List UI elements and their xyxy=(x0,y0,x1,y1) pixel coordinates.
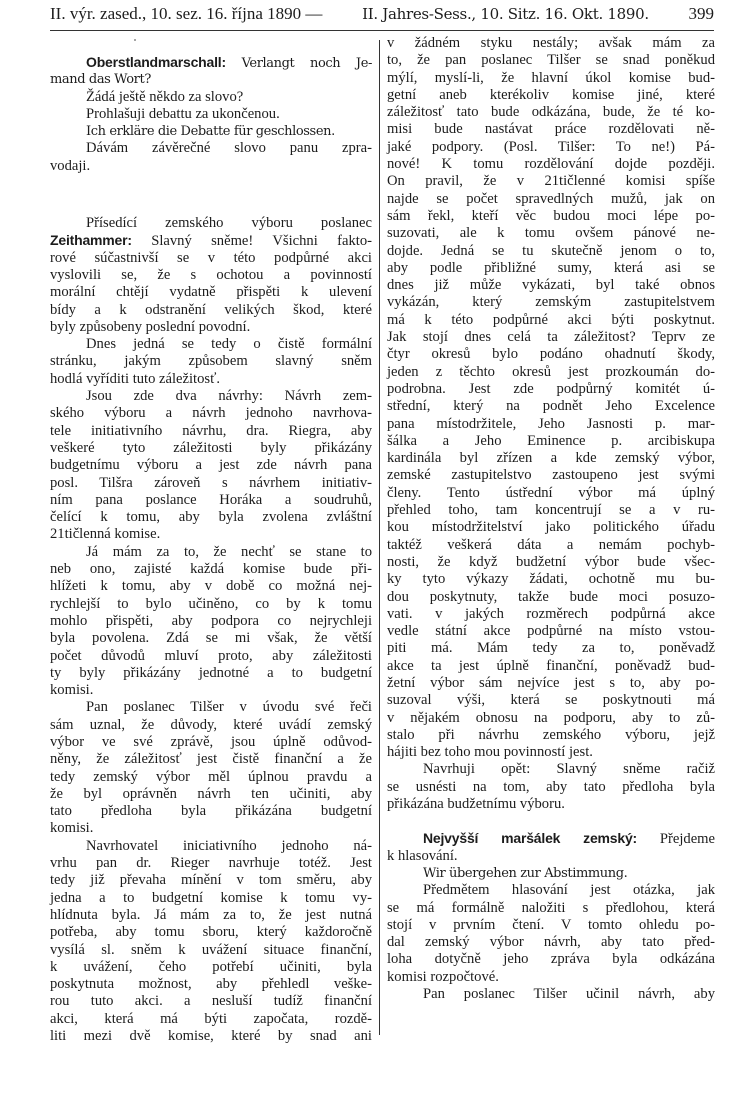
line-text: potřeba, aby tomu sboru, který každoročně xyxy=(50,924,372,941)
text-line xyxy=(50,106,372,123)
text-line xyxy=(387,208,715,225)
running-header xyxy=(50,4,714,28)
line-text: stránku, jakým způsobem slavný sněm xyxy=(50,353,372,370)
line-text: čelící k tomu, aby byla zvolena zvláštní xyxy=(50,509,372,526)
text-line xyxy=(387,658,715,675)
line-text: se usnésti na tom, aby tato předloha byla xyxy=(387,778,715,795)
text-line xyxy=(50,158,372,175)
line-text: komisi. xyxy=(50,820,94,837)
line-text: getní aneb kterékoliv komise jiné, které xyxy=(387,86,715,103)
line-text: počet důvodů mluví proto, aby záležitosti xyxy=(50,647,372,664)
line-text: že byl oprávněn návrh ten učiniti, aby xyxy=(50,785,372,802)
line-text: kardinála byl zřízen a kde zemský výbor, xyxy=(387,450,715,467)
text-line xyxy=(387,830,715,847)
text-line xyxy=(387,70,715,87)
line-text: aby podle přibližné sumy, která asi se xyxy=(387,259,715,276)
line-text: rové súčastnivší se v této podpůrné akci xyxy=(50,249,372,266)
line-text: ského výboru a návrh jednoho navrhova- xyxy=(50,405,372,422)
text-line xyxy=(50,872,372,889)
line-text: má k této podpůrné akci býti poskytnut. xyxy=(387,311,715,328)
text-line xyxy=(50,492,372,509)
line-text: Dávám závěrečné slovo panu zpra- xyxy=(86,140,372,157)
text-line xyxy=(50,1011,372,1028)
paragraph xyxy=(50,838,372,1046)
line-text: kou místodržitelství jako politického úřadu xyxy=(387,519,715,536)
text-line xyxy=(387,485,715,502)
line-text: Pan poslanec Tilšer učinil návrh, aby xyxy=(423,986,715,1003)
text-line xyxy=(50,457,372,474)
text-line xyxy=(50,734,372,751)
line-text: podrobna. Jest zde podpůrný komitét ú- xyxy=(387,380,715,397)
text-line xyxy=(50,544,372,561)
text-line xyxy=(50,336,372,353)
text-line xyxy=(50,302,372,319)
speaker-name: Oberstlandmarschall: xyxy=(86,54,226,70)
text-line xyxy=(387,934,715,951)
line-text: se má formálně naložiti s předlohou, která xyxy=(387,899,715,916)
text-line xyxy=(387,986,715,1003)
line-text: členy. Tento ústřední výbor má úplný xyxy=(387,484,715,501)
text-line xyxy=(387,173,715,190)
line-text: Verlangt noch Je- xyxy=(225,56,372,71)
text-line xyxy=(387,969,715,986)
text-line xyxy=(387,554,715,571)
text-line xyxy=(50,890,372,907)
line-text: žetní výbor sám nejvíce jest s to, aby po- xyxy=(387,674,715,691)
text-line xyxy=(387,502,715,519)
text-line xyxy=(50,475,372,492)
text-line xyxy=(50,717,372,734)
line-text: Ich erkläre die Debatte für geschlossen. xyxy=(86,124,335,140)
text-line xyxy=(50,284,372,301)
text-line xyxy=(387,225,715,242)
paragraph-continued xyxy=(387,35,715,761)
line-text: liti mezi dvě komise, které by snad ani xyxy=(50,1028,372,1045)
text-line xyxy=(50,561,372,578)
text-line xyxy=(387,951,715,968)
text-line xyxy=(50,976,372,993)
line-text: Prohlašuji debattu za ukončenou. xyxy=(86,105,280,122)
line-text: tele initiativního návrhu, dra. Riegra, aby xyxy=(50,422,372,439)
speaker-name: Zeithammer: xyxy=(50,232,132,249)
line-text: v žádném styku nestály; avšak mám za xyxy=(387,35,715,51)
text-line xyxy=(50,353,372,370)
line-text: hlížeti k tomu, aby v době co možná nej- xyxy=(50,578,372,595)
line-text: nové! K tomu rozdělování dojde později. xyxy=(387,156,715,173)
text-line xyxy=(387,519,715,536)
text-line xyxy=(387,294,715,311)
text-line xyxy=(387,104,715,121)
text-line xyxy=(50,140,372,157)
text-line xyxy=(50,405,372,422)
line-text: misi bude nastávat práce rozdělovati ně- xyxy=(387,121,715,138)
paragraph xyxy=(50,106,372,123)
paragraph xyxy=(50,544,372,700)
text-line xyxy=(387,52,715,69)
line-text: veškeré tyto záležitosti byly přikázány xyxy=(50,439,372,456)
line-text: přehled toho, tam koncentrují se a v ru- xyxy=(387,502,715,519)
text-line xyxy=(387,398,715,415)
line-text: dal zemský výbor návrh, aby tato před- xyxy=(387,934,715,951)
paragraph xyxy=(50,89,372,106)
line-text: ky tyto výkazy žádati, ochotně mu bu- xyxy=(387,571,715,588)
paragraph-german xyxy=(387,865,715,882)
page-number: 399 xyxy=(688,4,714,23)
text-line xyxy=(50,907,372,924)
text-line xyxy=(50,699,372,716)
line-text: 21tičlenná komise. xyxy=(50,526,161,543)
text-line xyxy=(387,433,715,450)
line-text: On pravil, že v 21tičlenné komisi spíše xyxy=(387,173,715,190)
text-line xyxy=(50,959,372,976)
text-line xyxy=(50,509,372,526)
line-text: Wir übergehen zur Abstimmung. xyxy=(423,865,628,881)
line-text: byly způsobeny poslední povodní. xyxy=(50,318,251,335)
line-text: Předmětem hlasování jest otázka, jak xyxy=(423,882,715,899)
line-text: v nějakém obnosu na podporu, aby to zů- xyxy=(387,709,715,726)
text-line xyxy=(387,761,715,778)
line-text: vrhu pan dr. Rieger navrhuje totéž. Jest xyxy=(50,855,372,872)
text-line xyxy=(387,381,715,398)
column-divider xyxy=(379,40,380,1035)
header-rule xyxy=(50,30,714,31)
paragraph xyxy=(50,388,372,544)
text-line xyxy=(387,277,715,294)
line-text: akce ta jest úplně finanční, poněvadž bud- xyxy=(387,657,715,674)
line-text: Slavný sněme! Všichni fakto- xyxy=(131,233,372,250)
text-line xyxy=(50,924,372,941)
line-text: najde se počet spravedlných mužů, jak on xyxy=(387,190,715,207)
text-line xyxy=(50,769,372,786)
text-line xyxy=(387,156,715,173)
left-column xyxy=(50,54,372,1045)
line-text: tedy zemský výbor měl úplnou pravdu a xyxy=(50,768,372,785)
text-line xyxy=(387,640,715,657)
line-text: dojde. Jedná se tu skutečně jenom o to, xyxy=(387,242,715,259)
line-text: jedna a to budgetní komise k tomu vy- xyxy=(50,889,372,906)
text-line xyxy=(50,682,372,699)
line-text: dnes již může vykázati, byl také obnos xyxy=(387,277,715,294)
speaker-name: Nejvyšší maršálek zemský: xyxy=(423,830,638,847)
text-line xyxy=(387,121,715,138)
text-line xyxy=(50,993,372,1010)
line-text: stojí v prvním čtení. V tomto ohledu po- xyxy=(387,916,715,933)
text-line xyxy=(50,232,372,249)
line-text: budgetnímu výboru a jest zde návrh pana xyxy=(50,457,372,474)
text-line xyxy=(387,450,715,467)
text-line xyxy=(387,260,715,277)
line-text: dou poskytnuty, takže bude moci posuzo- xyxy=(387,588,715,605)
text-line xyxy=(387,606,715,623)
line-text: Navrhovatel iniciativního jednoho ná- xyxy=(86,837,372,854)
text-line xyxy=(387,537,715,554)
line-text: Žádá ještě někdo za slovo? xyxy=(86,88,244,105)
paragraph xyxy=(50,699,372,837)
line-text: jaké podpory. (Posl. Tilšer: To ne!) Pá- xyxy=(387,138,715,155)
line-text: střední, který na podnět Jeho Excelence xyxy=(387,398,715,415)
text-line xyxy=(50,665,372,682)
text-line xyxy=(387,779,715,796)
line-text: akci, která má býti započata, rozdě- xyxy=(50,1010,372,1027)
line-text: vyslovili se, že s ochotou a povinností xyxy=(50,266,372,283)
line-text: vedle státní akce podpůrné na místo vstou- xyxy=(387,623,715,640)
line-text: Jak stojí dnes celá ta záležitost? Teprv ze xyxy=(387,329,715,346)
text-line xyxy=(50,371,372,388)
text-line xyxy=(50,942,372,959)
paragraph xyxy=(387,986,715,1003)
line-text: vykázán, který zemským zastupitelstvem xyxy=(387,294,715,311)
paragraph xyxy=(387,882,715,986)
line-text: k uvážení, čeho potřebí učiniti, byla xyxy=(50,958,372,975)
text-line xyxy=(387,692,715,709)
text-line xyxy=(50,803,372,820)
text-line xyxy=(387,346,715,363)
text-line xyxy=(387,589,715,606)
line-text: pana místodržitele, Jeho Jasnosti p. mar- xyxy=(387,415,715,432)
line-text: zemské zastupitelstvo zastoupeno jest svými xyxy=(387,467,715,484)
text-line xyxy=(387,882,715,899)
line-text: ním pana poslance Horáka a soudruhů, xyxy=(50,491,372,508)
paragraph xyxy=(50,140,372,175)
line-text: mohlo přispěti, aby podpora co nejrychleji xyxy=(50,612,372,629)
text-line xyxy=(50,596,372,613)
text-line xyxy=(50,215,372,232)
line-text: sám řekl, kteří věc budou moci lépe po- xyxy=(387,207,715,224)
paragraph-speaker-oberstlandmarschall xyxy=(50,54,372,89)
text-line xyxy=(50,1028,372,1045)
text-line xyxy=(387,675,715,692)
line-text: loha dotyčně jeho zpráva byla odkázána xyxy=(387,951,715,968)
line-text: tato předloha byla přikázána budgetní xyxy=(50,803,372,820)
text-line xyxy=(50,855,372,872)
line-text: rou tuto akci. a nesluší tudíž finanční xyxy=(50,993,372,1010)
text-line xyxy=(387,416,715,433)
paragraph xyxy=(387,761,715,813)
header-german: II. Jahres-Sess., 10. Sitz. 16. Okt. 1890. xyxy=(362,5,649,23)
text-line xyxy=(387,900,715,917)
line-text: suzoval výši, která se poskytnouti má xyxy=(387,692,715,709)
text-line xyxy=(50,526,372,543)
text-line xyxy=(387,744,715,761)
text-line xyxy=(50,440,372,457)
text-line xyxy=(50,648,372,665)
text-line xyxy=(50,423,372,440)
text-line xyxy=(50,820,372,837)
line-text: Jsou zde dva návrhy: Návrh zem- xyxy=(86,388,372,405)
line-text: ty byly přikázány jednotné a to budgetní xyxy=(50,664,372,681)
line-text: bídy a k odstranění velikých škod, které xyxy=(50,301,372,318)
line-text: mýlí, myslí-li, že hlavní úkol komise bud- xyxy=(387,69,715,86)
text-line xyxy=(387,35,715,52)
line-text: suzovati, ale k tomu ovšem pánové ne- xyxy=(387,225,715,242)
line-text: záležitosť tato bude odkázána, bude, že té ko- xyxy=(387,104,715,121)
text-line xyxy=(387,139,715,156)
line-text: Pan poslanec Tilšer v úvodu své řeči xyxy=(86,699,372,716)
text-line xyxy=(50,578,372,595)
line-text: vodaji. xyxy=(50,157,91,174)
paragraph xyxy=(50,336,372,388)
line-text: posl. Tilšra zároveň s návrhem initiativ- xyxy=(50,474,372,491)
line-text: rychlejší to bylo učiněno, co by k tomu xyxy=(50,595,372,612)
right-column xyxy=(387,35,715,1003)
line-text: stalo při návrhu zemského výboru, jejž xyxy=(387,726,715,743)
text-line xyxy=(50,751,372,768)
line-text: Přísedící zemského výboru poslanec xyxy=(86,215,372,232)
line-text: Já mám za to, že nechť se stane to xyxy=(86,543,372,560)
line-text: k hlasování. xyxy=(387,847,458,864)
line-text: mand das Wort? xyxy=(50,72,151,88)
text-line xyxy=(50,838,372,855)
line-text: poskytnuta možnost, aby přehledl veške- xyxy=(50,976,372,993)
text-line xyxy=(50,89,372,106)
text-line xyxy=(387,710,715,727)
paragraph-german xyxy=(50,123,372,140)
text-line xyxy=(50,319,372,336)
line-text: sám uznal, že důvody, které uvádí zemský xyxy=(50,716,372,733)
text-line xyxy=(50,613,372,630)
line-text: nosti, že když budžetní výbor bude všec- xyxy=(387,553,715,570)
line-text: Dnes jedná se tedy o čistě formální xyxy=(86,336,372,353)
text-line xyxy=(387,191,715,208)
text-line xyxy=(50,71,372,88)
text-line xyxy=(50,786,372,803)
line-text: komisi rozpočtové. xyxy=(387,968,499,985)
header-czech: II. výr. zased., 10. sez. 16. října 1890 — xyxy=(50,4,323,23)
line-text: neb ono, zajisté každá komise bude při- xyxy=(50,561,372,578)
line-text: vati. v jakých rozměrech podpůrná akce xyxy=(387,605,715,622)
line-text: to, že pan poslanec Tilšer se snad poněkud xyxy=(387,52,715,69)
paragraph-speaker-marsalek xyxy=(387,830,715,865)
line-text: tedy již převaha mínění v tom směru, aby xyxy=(50,872,372,889)
text-line xyxy=(387,865,715,882)
line-text: hlídnuta byla. Já mám za to, že jest nutná xyxy=(50,906,372,923)
print-speck xyxy=(134,39,136,41)
text-line xyxy=(387,623,715,640)
text-line xyxy=(387,87,715,104)
line-text: morální chtějí vydatně přispěti k ulevení xyxy=(50,284,372,301)
text-line xyxy=(50,123,372,140)
line-text: hájiti bez toho mou povinností jest. xyxy=(387,744,593,761)
text-line xyxy=(50,267,372,284)
line-text: Přejdeme xyxy=(637,831,715,848)
text-line xyxy=(387,364,715,381)
line-text: výbor ve své zprávě, jsou úplně odůvod- xyxy=(50,733,372,750)
text-line xyxy=(387,727,715,744)
text-line xyxy=(387,312,715,329)
line-text: piti má. Mám tedy za to, poněvadž xyxy=(387,640,715,657)
text-line xyxy=(387,467,715,484)
text-line xyxy=(387,329,715,346)
text-line xyxy=(50,388,372,405)
paragraph-speaker-zeithammer xyxy=(50,215,372,336)
line-text: jeden z těchto okresů jest prozkoumán do- xyxy=(387,363,715,380)
text-line xyxy=(387,917,715,934)
text-line xyxy=(50,54,372,71)
line-text: něny, že záležitosť jest čistě finanční a že xyxy=(50,751,372,768)
line-text: hodlá vyříditi tuto záležitosť. xyxy=(50,370,220,387)
line-text: byla povolena. Zdá se mi však, že větší xyxy=(50,630,372,647)
line-text: taktéž veškerá dáta a nemám pochyb- xyxy=(387,536,715,553)
line-text: Navrhuji opět: Slavný sněme račiž xyxy=(423,761,715,778)
line-text: přikázána budžetnímu výboru. xyxy=(387,796,565,813)
line-text: čtyr okresů bylo podáno ohadnutí škody, xyxy=(387,346,715,363)
text-line xyxy=(50,250,372,267)
text-line xyxy=(387,243,715,260)
line-text: komisi. xyxy=(50,682,94,699)
text-line xyxy=(387,848,715,865)
line-text: šálka a Jeho Eminence p. arcibiskupa xyxy=(387,432,715,449)
text-line xyxy=(387,571,715,588)
text-line xyxy=(387,796,715,813)
line-text: vysílá sl. sněm k uvážení situace finanční, xyxy=(50,941,372,958)
text-line xyxy=(50,630,372,647)
